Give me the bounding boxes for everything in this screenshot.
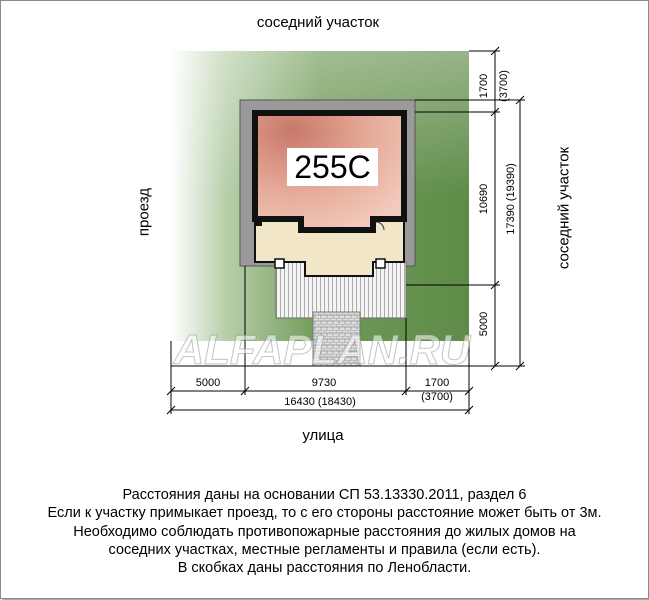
dim-house-depth: 10690 xyxy=(478,183,490,215)
right-neighbor-label: соседний участок xyxy=(555,146,573,270)
column-right xyxy=(376,259,385,268)
top-neighbor-label: соседний участок xyxy=(256,14,380,31)
note-line: Если к участку примыкает проезд, то с его стороны расстояние может быть от 3м. xyxy=(47,505,602,522)
note-line: Расстояния даны на основании СП 53.13330.2011, раздел 6 xyxy=(122,487,527,503)
dim-right-gap-alt: (3700) xyxy=(421,391,453,403)
dim-left-gap: 5000 xyxy=(195,377,221,389)
dim-total-width: 16430 (18430) xyxy=(284,396,356,408)
house-id: 255С xyxy=(294,149,371,185)
column-left xyxy=(275,259,284,268)
dim-top-gap-alt: (3700) xyxy=(498,70,510,102)
dim-front-gap: 5000 xyxy=(478,311,490,337)
watermark: ALFAPLAN.RU xyxy=(173,326,471,373)
driveway-label: проезд xyxy=(135,187,153,237)
note-line: Необходимо соблюдать противопожарные расстояния до жилых домов на xyxy=(73,523,576,540)
window-mark xyxy=(256,220,262,226)
dim-right-gap: 1700 xyxy=(424,377,450,389)
dim-house-width: 9730 xyxy=(311,377,337,389)
note-line: В скобках даны расстояния по Ленобласти. xyxy=(177,560,472,577)
note-line: соседних участках, местные регламенты и правила (если есть). xyxy=(108,541,541,558)
dim-total-depth: 17390 (19390) xyxy=(505,163,517,235)
dim-top-gap: 1700 xyxy=(478,73,490,99)
notes xyxy=(0,486,649,577)
street-label: улица xyxy=(302,427,344,444)
